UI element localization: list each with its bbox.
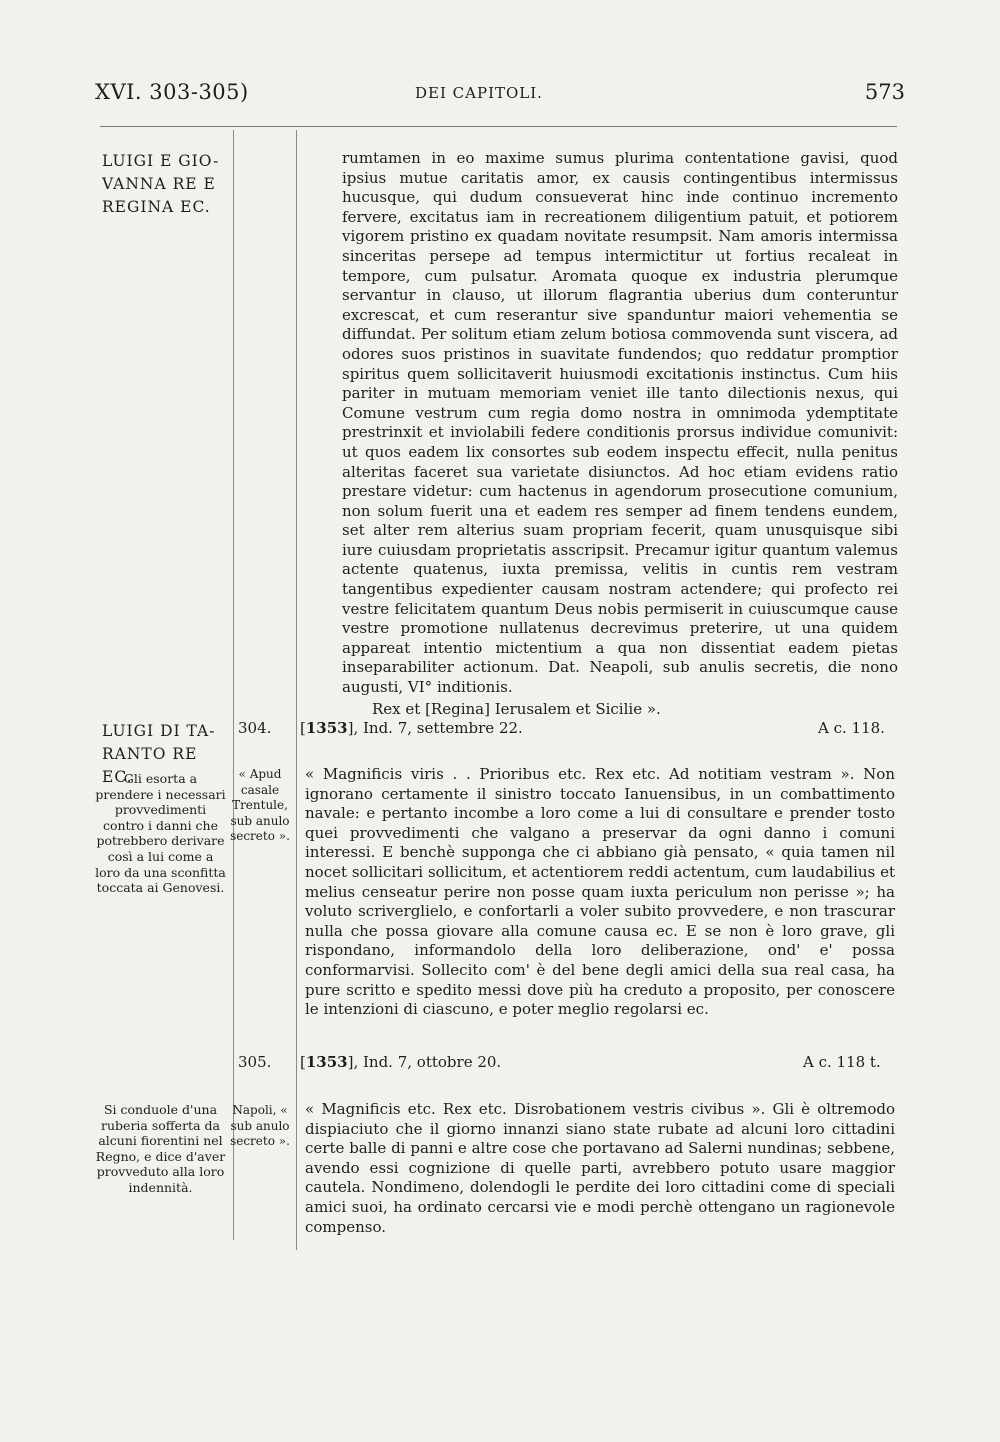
entry-304-date-rest: ], Ind. 7, settembre 22. — [347, 719, 523, 737]
entry-305-body — [305, 1100, 895, 1237]
entry-304-year: 1353 — [305, 719, 348, 737]
entry-305-number: 305. — [238, 1053, 272, 1071]
entry-303-heading: LUIGI E GIO- VANNA RE E REGINA EC. — [102, 152, 220, 216]
entry-304-reference: A c. 118. — [818, 719, 885, 737]
header-rule — [100, 126, 897, 127]
entry-305-date: [1353], Ind. 7, ottobre 20. — [300, 1053, 502, 1071]
entry-305-year: 1353 — [305, 1053, 348, 1071]
entry-305-summary: Si conduole d'una ruberia sofferta da alcuni fiorentini nel Regno, e dice d'aver provveduto alla loro indennità. — [95, 1102, 226, 1195]
entry-305-date-rest: ], Ind. 7, ottobre 20. — [347, 1053, 502, 1071]
entry-305-place: Napoli, « sub anulo secreto ». — [230, 1103, 290, 1148]
entry-304-place: « Apud casale Trentule, sub anulo secreto ». — [230, 767, 290, 843]
column-rule-left — [233, 130, 234, 1240]
entry-304-number: 304. — [238, 719, 272, 737]
column-rule-right — [296, 130, 297, 1250]
entry-303-text: rumtamen in eo maxime sumus plurima contentatione gavisi, quod ipsius mutue caritatis amor, ex causis contingentibus intermissus hucusque, qui dudum consueverat hinc inde continuo incremento fervere, excitatus iam in recreationem diligentium patuit, et potiorem vigorem pristino ex quadam novitate resumpsit. Nam amoris intermissa sinceritas persepe ad tempus intermictitur ut fortius recaleat in tempore, cum pulsatur. Aromata quoque ex industria plerumque servantur in clauso, ut illorum flagrantia uberius dum conteruntur excrescat, et cum reserantur sive spanduntur maiori vehementia se diffundat. Per solitum etiam zelum botiosa commovenda sunt viscera, ad odores suos pristinos in suavitate fundendos; quo reddatur promptior spiritus quem sollicitaverit huiusmodi excitationis instinctus. Cum hiis pariter in mutuam memoriam veniet ille tanto dilectionis nexus, qui Comune vestrum cum regia domo nostra in omnimoda ydemptitate prestrinxit et inviolabili federe conditionis prorsus individue comunivit: ut quos eadem lix consortes sub eodem inspectu effecit, nulla penitus alteritas faceret sua varietate disiunctos. Ad hoc etiam evidens ratio prestare videtur: cum hactenus in agendorum prosecutione comunium, non solum fuerit una et eadem res semper ad finem tendens eundem, set alter rem alterius suam propriam fecerit, quam unusquisque sibi iure cuiusdam proprietatis asscripsit. Precamur igitur quantum valemus actente quatenus, iuxta premissa, velitis in cuntis rem vestram tangentibus expedienter causam nostram actendere; qui profecto rei vestre felicitatem quantum Deus nobis permiserit in cuiuscumque cause vestre promotione nullatenus decrevimus preterire, ut una quidem appareat intentio mictentium a qua non dissentiat eadem pietas inseparabiliter actionum. Dat. Neapoli, sub anulis secretis, die nono augusti, VI° inditionis. — [342, 149, 898, 697]
entry-304-date: [1353], Ind. 7, settembre 22. — [300, 719, 523, 737]
entry-305-reference: A c. 118 t. — [803, 1053, 881, 1071]
entry-303-signature: Rex et [Regina] Ierusalem et Sicilie ». — [372, 699, 661, 718]
entry-304-body — [305, 765, 895, 1020]
header-section: XVI. 303-305) — [95, 80, 249, 104]
entry-303-body — [342, 149, 898, 719]
entry-304-text: « Magnificis viris . . Prioribus etc. Rex etc. Ad notitiam vestram ». Non ignorano certamente il sinistro toccato Ianuensibus, in un combattimento navale: e pertanto incombe a loro come a lui di consultare e prender tosto quei provvedimenti che valgano a preservar da ogni danno i comuni interessi. E benchè supponga che ci abbiano già pensato, « quia tamen nil nocet sollicitari sollicitum, et actentiorem reddi actentum, cum laudabilius et melius censeatur perire non posse quam iuxta periculum non perisse »; ha voluto scriverglielo, e confortarli a voler subito provvedere, e non trascurar nulla che possa giovare alla comune causa ec. E se non è loro grave, gli rispondano, informandolo della loro deliberazione, ond' e' possa conformarvisi. Sollecito com' è del bene degli amici della sua real casa, ha pure scritto e spedito messi dove più ha creduto a proposito, per conoscere le intenzioni di ciascuno, e poter meglio regolarsi ec. — [305, 765, 895, 1019]
entry-304-heading: LUIGI DI TA- RANTO RE EC. — [102, 722, 216, 786]
running-header — [95, 80, 910, 110]
entry-305-text: « Magnificis etc. Rex etc. Disrobationem vestris civibus ». Gli è oltremodo dispiaciuto che il giorno innanzi siano state rubate ad alcuni loro cittadini certe balle di panni e altre cose che portavano ad Salerni nundinas; sebbene, avendo essi cognizione di quelle parti, avrebbero potuto usare maggior cautela. Nondimeno, dolendogli le perdite dei loro cittadini come di speciali amici suoi, ha ordinato cercarsi vie e modi perchè ottengano un ragionevole compenso. — [305, 1100, 895, 1236]
page-number: 573 — [864, 80, 905, 104]
header-title: DEI CAPITOLI. — [415, 84, 543, 102]
entry-304-summary: Gli esorta a prendere i necessari provvedimenti contro i danni che potrebbero derivare così a lui come a loro da una sconfitta toccata ai Genovesi. — [95, 771, 226, 896]
